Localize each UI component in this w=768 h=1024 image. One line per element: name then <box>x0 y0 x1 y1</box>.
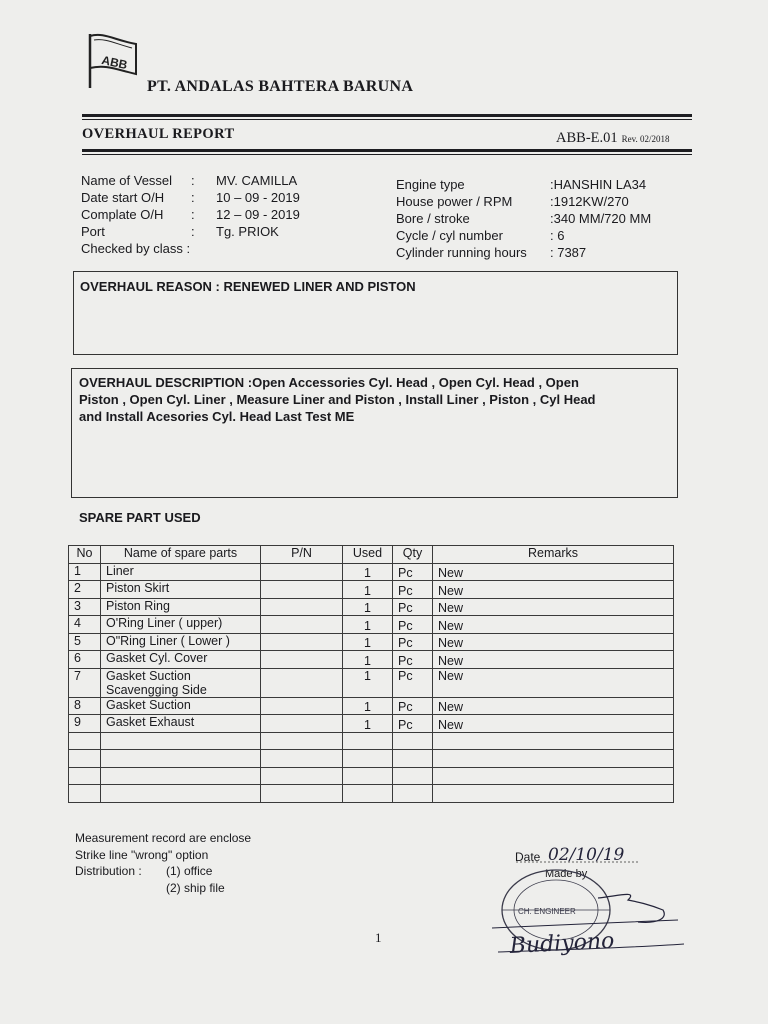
table-row <box>69 651 674 669</box>
info-label: Engine type <box>396 177 465 192</box>
info-value: Tg. PRIOK <box>216 224 279 239</box>
engine-info-right <box>396 176 651 261</box>
info-sep: : <box>191 190 195 205</box>
cell-remarks <box>433 785 674 803</box>
cell-no: 9 <box>69 715 101 733</box>
cell-no: 2 <box>69 581 101 599</box>
cell-name <box>101 732 261 750</box>
cell-name <box>101 750 261 768</box>
distribution-label: Distribution : <box>75 864 142 878</box>
cell-qty <box>393 732 433 750</box>
cell-qty <box>393 767 433 785</box>
stamp-text: CH. ENGINEER <box>518 907 576 916</box>
info-value: MV. CAMILLA <box>216 173 298 188</box>
cell-name-line: Gasket Suction <box>106 668 191 683</box>
info-row <box>396 176 651 193</box>
cell-no: 4 <box>69 616 101 634</box>
cell-remarks: New <box>433 633 674 651</box>
info-value: :HANSHIN LA34 <box>550 177 647 192</box>
col-qty: Qty <box>393 546 433 564</box>
cell-pn <box>261 732 343 750</box>
revision: Rev. 02/2018 <box>621 134 670 144</box>
table-header-row <box>69 546 674 564</box>
company-logo <box>84 30 142 90</box>
cell-qty: Pc <box>393 633 433 651</box>
info-value: 10 – 09 - 2019 <box>216 190 300 205</box>
cell-pn <box>261 563 343 581</box>
table-row <box>69 697 674 715</box>
info-label: House power / RPM <box>396 194 513 209</box>
table-row <box>69 563 674 581</box>
table-row <box>69 732 674 750</box>
cell-pn <box>261 598 343 616</box>
cell-no <box>69 732 101 750</box>
cell-remarks: New <box>433 616 674 634</box>
cell-pn <box>261 785 343 803</box>
handwritten-date: 02/10/19 <box>548 845 625 865</box>
vessel-info-left <box>81 172 300 257</box>
col-name: Name of spare parts <box>101 546 261 564</box>
note-measurement: Measurement record are enclose <box>75 831 252 845</box>
info-label: Complate O/H <box>81 207 164 222</box>
cell-used: 1 <box>343 616 393 634</box>
cell-name <box>101 767 261 785</box>
info-sep: : <box>191 173 195 188</box>
cell-remarks <box>433 767 674 785</box>
cell-name: Gasket Suction <box>101 697 261 715</box>
page-number: 1 <box>375 930 382 945</box>
description-line: OVERHAUL DESCRIPTION :Open Accessories Cyl. Head , Open Cyl. Head , Open <box>79 375 579 390</box>
cell-qty: Pc <box>393 598 433 616</box>
cell-name <box>101 668 261 697</box>
cell-qty <box>393 750 433 768</box>
cell-no: 7 <box>69 668 101 697</box>
cell-used <box>343 732 393 750</box>
cell-used: 1 <box>343 668 393 697</box>
cell-name: Gasket Cyl. Cover <box>101 651 261 669</box>
cell-name <box>101 785 261 803</box>
info-label: Name of Vessel <box>81 173 173 188</box>
info-label: Cycle / cyl number <box>396 228 503 243</box>
spare-part-title: SPARE PART USED <box>79 510 201 525</box>
company-name: PT. ANDALAS BAHTERA BARUNA <box>147 78 414 95</box>
cell-qty: Pc <box>393 563 433 581</box>
distribution-row <box>75 863 251 880</box>
cell-used: 1 <box>343 598 393 616</box>
title-rule-thin <box>82 154 692 155</box>
cell-no <box>69 750 101 768</box>
cell-no: 5 <box>69 633 101 651</box>
top-rule-thin <box>82 119 692 120</box>
cell-qty: Pc <box>393 651 433 669</box>
signer-name: Budiyono <box>509 928 615 960</box>
col-no: No <box>69 546 101 564</box>
made-by-label: Made by <box>545 868 588 880</box>
table-row <box>69 581 674 599</box>
table-row <box>69 616 674 634</box>
col-pn: P/N <box>261 546 343 564</box>
info-row <box>81 223 300 240</box>
table-row <box>69 715 674 733</box>
info-row <box>396 210 651 227</box>
cell-used: 1 <box>343 697 393 715</box>
info-label: Date start O/H <box>81 190 165 205</box>
overhaul-description <box>79 374 677 425</box>
cell-used: 1 <box>343 651 393 669</box>
info-sep: : <box>191 224 195 239</box>
date-label: Date <box>515 850 541 864</box>
cell-no: 8 <box>69 697 101 715</box>
doc-code-value: ABB-E.01 <box>556 130 618 146</box>
info-value: 12 – 09 - 2019 <box>216 207 300 222</box>
info-row <box>81 206 300 223</box>
cell-name: Liner <box>101 563 261 581</box>
cell-name: Piston Ring <box>101 598 261 616</box>
cell-remarks: New <box>433 668 674 697</box>
cell-remarks: New <box>433 581 674 599</box>
cell-pn <box>261 767 343 785</box>
distribution-row <box>75 880 251 897</box>
cell-name: O"Ring Liner ( Lower ) <box>101 633 261 651</box>
doc-code <box>556 130 670 147</box>
report-title: OVERHAUL REPORT <box>82 126 235 142</box>
cell-pn <box>261 668 343 697</box>
overhaul-description-box <box>71 368 678 498</box>
info-row <box>81 240 300 257</box>
cell-no <box>69 767 101 785</box>
cell-qty: Pc <box>393 581 433 599</box>
cell-pn <box>261 581 343 599</box>
note-strike: Strike line "wrong" option <box>75 847 209 862</box>
cell-pn <box>261 715 343 733</box>
cell-remarks: New <box>433 651 674 669</box>
cell-used <box>343 767 393 785</box>
info-label: Cylinder running hours <box>396 245 527 260</box>
cell-used <box>343 750 393 768</box>
cell-no <box>69 785 101 803</box>
table-row <box>69 598 674 616</box>
cell-qty <box>393 785 433 803</box>
cell-used: 1 <box>343 581 393 599</box>
spare-parts-table <box>68 545 674 803</box>
col-remarks: Remarks <box>433 546 674 564</box>
cell-remarks: New <box>433 715 674 733</box>
notes <box>75 830 251 896</box>
signature-stamp <box>488 838 688 968</box>
col-used: Used <box>343 546 393 564</box>
overhaul-reason-box <box>73 271 678 355</box>
cell-pn <box>261 616 343 634</box>
info-row <box>81 189 300 206</box>
cell-qty: Pc <box>393 697 433 715</box>
cell-name: Gasket Exhaust <box>101 715 261 733</box>
table-row <box>69 668 674 697</box>
overhaul-reason: OVERHAUL REASON : RENEWED LINER AND PISTON <box>80 279 416 294</box>
cell-used <box>343 785 393 803</box>
table-row <box>69 785 674 803</box>
cell-no: 1 <box>69 563 101 581</box>
cell-remarks: New <box>433 563 674 581</box>
cell-remarks: New <box>433 598 674 616</box>
cell-pn <box>261 651 343 669</box>
cell-no: 6 <box>69 651 101 669</box>
info-label: Bore / stroke <box>396 211 470 226</box>
cell-name: Piston Skirt <box>101 581 261 599</box>
table-row <box>69 750 674 768</box>
cell-name: O'Ring Liner ( upper) <box>101 616 261 634</box>
table-row <box>69 767 674 785</box>
info-sep: : <box>191 207 195 222</box>
description-line: and Install Acesories Cyl. Head Last Test ME <box>79 409 355 424</box>
distribution-office: (1) office <box>166 864 213 878</box>
info-row <box>396 227 651 244</box>
cell-pn <box>261 697 343 715</box>
cell-used: 1 <box>343 715 393 733</box>
info-row <box>396 193 651 210</box>
info-value: :1912KW/270 <box>550 194 629 209</box>
info-row <box>396 244 651 261</box>
cell-remarks <box>433 750 674 768</box>
cell-qty: Pc <box>393 668 433 697</box>
distribution-ship: (2) ship file <box>166 880 225 895</box>
top-rule <box>82 114 692 117</box>
cell-pn <box>261 750 343 768</box>
info-value: : 6 <box>550 228 565 243</box>
cell-used: 1 <box>343 633 393 651</box>
cell-remarks <box>433 732 674 750</box>
info-label: Checked by class : <box>81 241 191 256</box>
cell-pn <box>261 633 343 651</box>
cell-qty: Pc <box>393 616 433 634</box>
logo-text: ABB <box>100 53 129 73</box>
description-line: Piston , Open Cyl. Liner , Measure Liner and Piston , Install Liner , Piston , Cyl Head <box>79 392 596 407</box>
title-rule <box>82 149 692 152</box>
cell-qty: Pc <box>393 715 433 733</box>
cell-remarks: New <box>433 697 674 715</box>
cell-name-line: Scavengging Side <box>106 682 207 697</box>
info-row <box>81 172 300 189</box>
table-row <box>69 633 674 651</box>
cell-used: 1 <box>343 563 393 581</box>
info-label: Port <box>81 224 105 239</box>
info-value: : 7387 <box>550 245 587 260</box>
info-value: :340 MM/720 MM <box>550 211 652 226</box>
cell-no: 3 <box>69 598 101 616</box>
